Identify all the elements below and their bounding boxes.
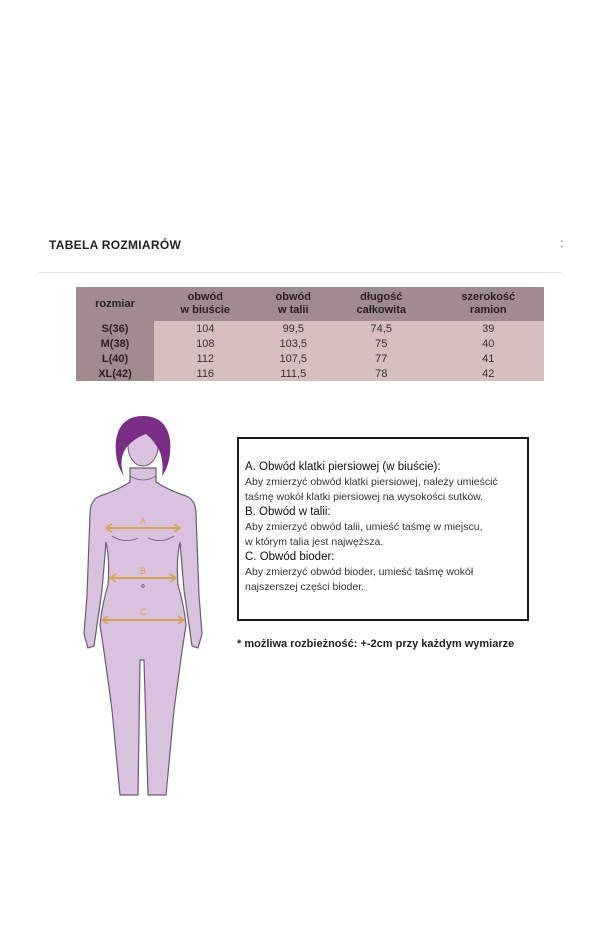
- size-cell: M(38): [76, 336, 154, 351]
- marker-a: A: [140, 516, 147, 526]
- marker-b: B: [140, 566, 147, 576]
- body-measurement-figure: [78, 410, 208, 800]
- guide-b-text: w którym talia jest najwęższa.: [245, 536, 384, 548]
- bust-cell: 116: [154, 366, 257, 381]
- bust-cell: 108: [154, 336, 257, 351]
- guide-a-text: taśmę wokół klatki piersiowej na wysokości sutków.: [245, 491, 484, 503]
- waist-cell: 107,5: [257, 351, 330, 366]
- table-row: [76, 351, 544, 366]
- bust-cell: 104: [154, 321, 257, 336]
- size-cell: XL(42): [76, 366, 154, 381]
- waist-cell: 111,5: [257, 366, 330, 381]
- title-divider: [38, 272, 562, 273]
- guide-a-heading: A. Obwód klatki piersiowej (w biuście):: [245, 461, 441, 473]
- length-cell: 75: [330, 336, 433, 351]
- table-header-row: [76, 287, 544, 321]
- header-size: rozmiar: [76, 287, 154, 321]
- waist-cell: 103,5: [257, 336, 330, 351]
- header-bust: obwód w biuście: [154, 287, 257, 321]
- title-mark: :: [560, 236, 564, 250]
- header-shoulders: szerokość ramion: [433, 287, 544, 321]
- guide-a-text: Aby zmierzyć obwód klatki piersiowej, należy umieścić: [245, 476, 498, 488]
- table-row: [76, 321, 544, 336]
- bust-cell: 112: [154, 351, 257, 366]
- header-waist: obwód w talii: [257, 287, 330, 321]
- header-length: długość całkowita: [330, 287, 433, 321]
- tolerance-note: * możliwa rozbieżność: +-2cm przy każdym wymiarze: [237, 638, 515, 650]
- shoulders-cell: 39: [433, 321, 544, 336]
- guide-c-text: Aby zmierzyć obwód bioder, umieść taśmę wokół: [245, 566, 474, 578]
- marker-c: C: [140, 607, 147, 617]
- table-row: [76, 336, 544, 351]
- guide-b-text: Aby zmierzyć obwód talii, umieść taśmę w miejscu,: [245, 521, 483, 533]
- length-cell: 77: [330, 351, 433, 366]
- page-title: TABELA ROZMIARÓW: [49, 238, 182, 252]
- size-table: [76, 287, 544, 381]
- size-cell: L(40): [76, 351, 154, 366]
- measurement-guide-box: [237, 437, 529, 621]
- waist-cell: 99,5: [257, 321, 330, 336]
- length-cell: 74,5: [330, 321, 433, 336]
- length-cell: 78: [330, 366, 433, 381]
- guide-c-text: najszerszej części bioder.: [245, 581, 365, 593]
- table-row: [76, 366, 544, 381]
- guide-c-heading: C. Obwód bioder:: [245, 551, 335, 563]
- shoulders-cell: 42: [433, 366, 544, 381]
- guide-b-heading: B. Obwód w talii:: [245, 506, 331, 518]
- size-cell: S(36): [76, 321, 154, 336]
- shoulders-cell: 40: [433, 336, 544, 351]
- shoulders-cell: 41: [433, 351, 544, 366]
